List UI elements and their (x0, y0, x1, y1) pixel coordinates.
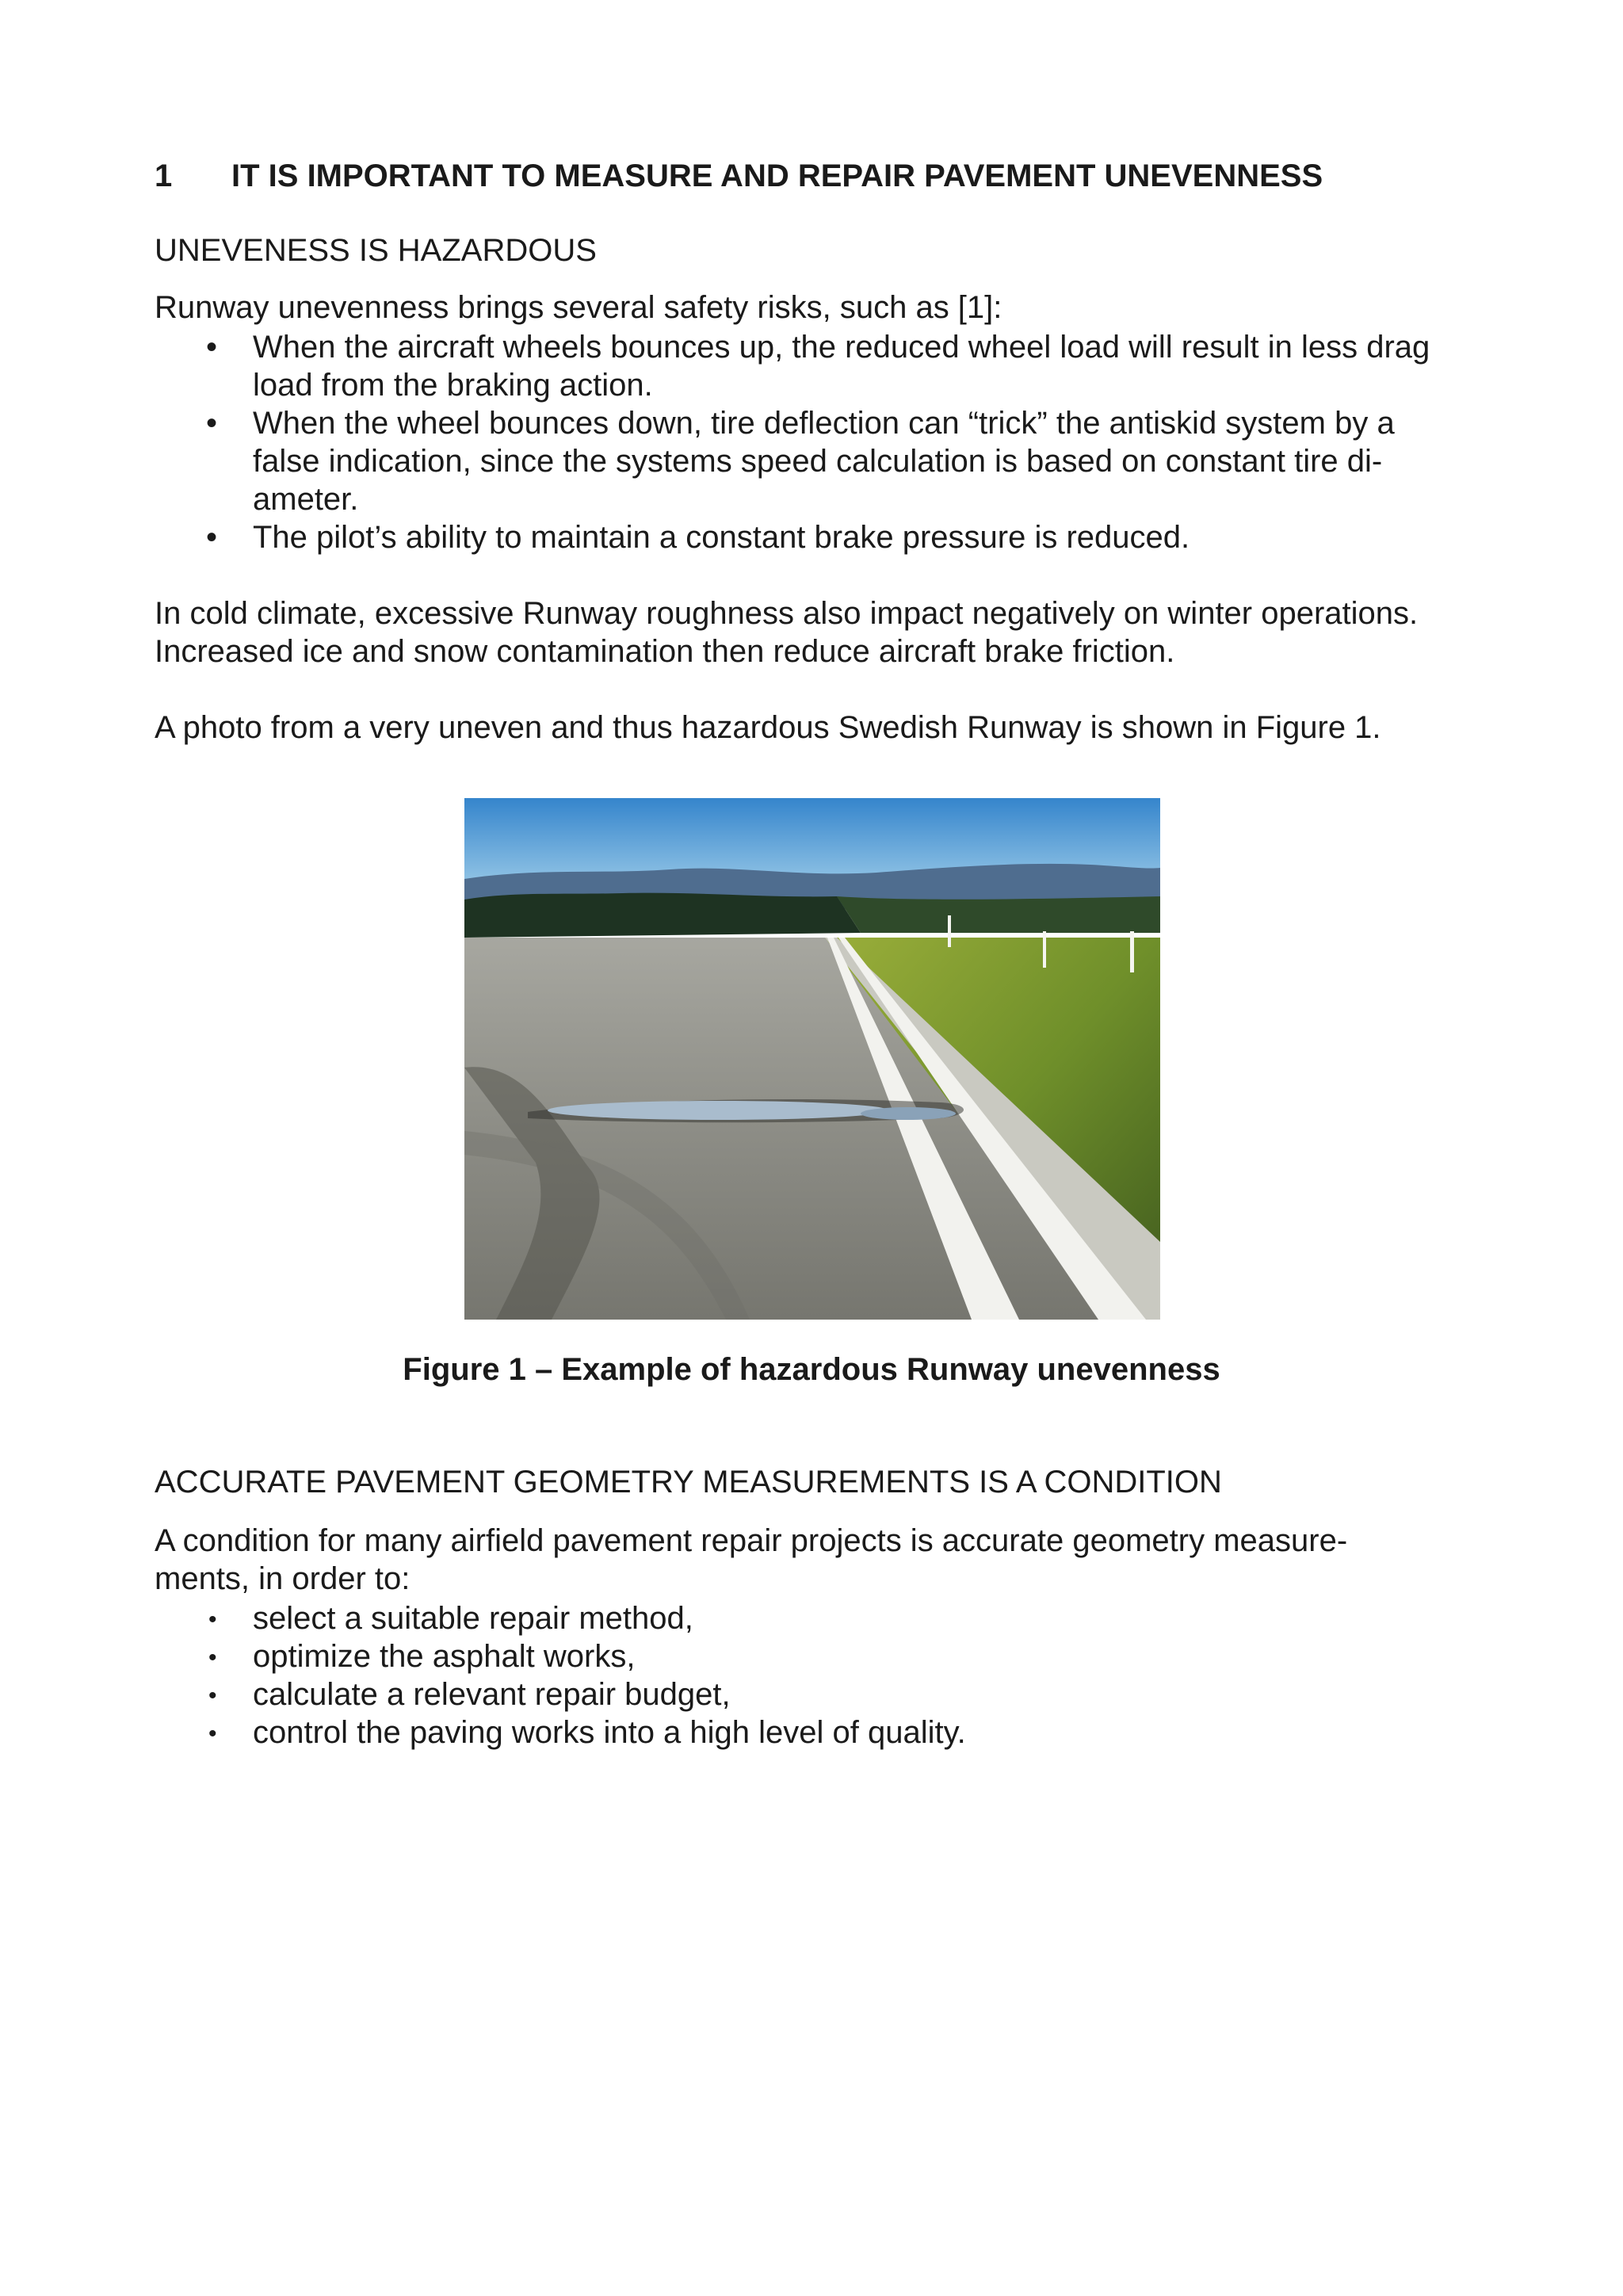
geometry-bullet-list (155, 1599, 1502, 1752)
bullet-icon: • (206, 520, 218, 555)
list-item-line: The pilot’s ability to maintain a constant brake pressure is reduced. (253, 520, 1190, 555)
geometry-subheading: ACCURATE PAVEMENT GEOMETRY MEASUREMENTS IS A CONDITION (155, 1465, 1222, 1499)
hazard-subheading: UNEVENESS IS HAZARDOUS (155, 233, 597, 268)
bullet-icon: • (208, 1683, 217, 1709)
list-item-line: select a suitable repair method, (253, 1601, 693, 1636)
list-item (155, 518, 1502, 556)
list-item (155, 1637, 1502, 1675)
paragraph-line: In cold climate, excessive Runway roughness also impact negatively on winter operations. (155, 596, 1419, 631)
list-item (155, 328, 1502, 404)
list-item-line: false indication, since the systems speed calculation is based on constant tire di- (253, 444, 1383, 479)
paragraph-line: Increased ice and snow contamination then reduce aircraft brake friction. (155, 634, 1175, 669)
geometry-intro (155, 1522, 1486, 1598)
paragraph-line: ments, in order to: (155, 1561, 411, 1596)
paragraph-line: A condition for many airfield pavement repair projects is accurate geometry measure- (155, 1523, 1348, 1558)
bullet-icon: • (208, 1606, 217, 1633)
hazard-intro: Runway unevenness brings several safety risks, such as [1]: (155, 290, 1002, 325)
list-item-line: control the paving works into a high level of quality. (253, 1715, 966, 1750)
section-title: IT IS IMPORTANT TO MEASURE AND REPAIR PAVEMENT UNEVENNESS (231, 159, 1323, 193)
section-heading (155, 157, 1323, 195)
list-item-line: ameter. (253, 482, 359, 517)
list-item-line: When the wheel bounces down, tire deflection can “trick” the antiskid system by a (253, 406, 1395, 441)
list-item (155, 1713, 1502, 1752)
bullet-icon: • (206, 330, 218, 365)
bullet-icon: • (208, 1645, 217, 1671)
runway-photo (464, 798, 1160, 1320)
list-item-line: optimize the asphalt works, (253, 1639, 636, 1674)
list-item-line: load from the braking action. (253, 368, 653, 403)
runway-photo-illustration (464, 798, 1160, 1320)
list-item-line: calculate a relevant repair budget, (253, 1677, 731, 1712)
list-item (155, 1675, 1502, 1713)
list-item (155, 1599, 1502, 1637)
list-item-line: When the aircraft wheels bounces up, the reduced wheel load will result in less drag (253, 330, 1430, 365)
section-number: 1 (155, 159, 173, 193)
bullet-icon: • (206, 406, 218, 441)
list-item (155, 404, 1502, 518)
hazard-bullet-list (155, 328, 1502, 556)
bullet-icon: • (208, 1721, 217, 1747)
cold-climate-paragraph (155, 594, 1486, 670)
figure-caption: Figure 1 – Example of hazardous Runway unevenness (403, 1352, 1220, 1387)
photo-intro-paragraph: A photo from a very uneven and thus hazardous Swedish Runway is shown in Figure 1. (155, 710, 1381, 745)
